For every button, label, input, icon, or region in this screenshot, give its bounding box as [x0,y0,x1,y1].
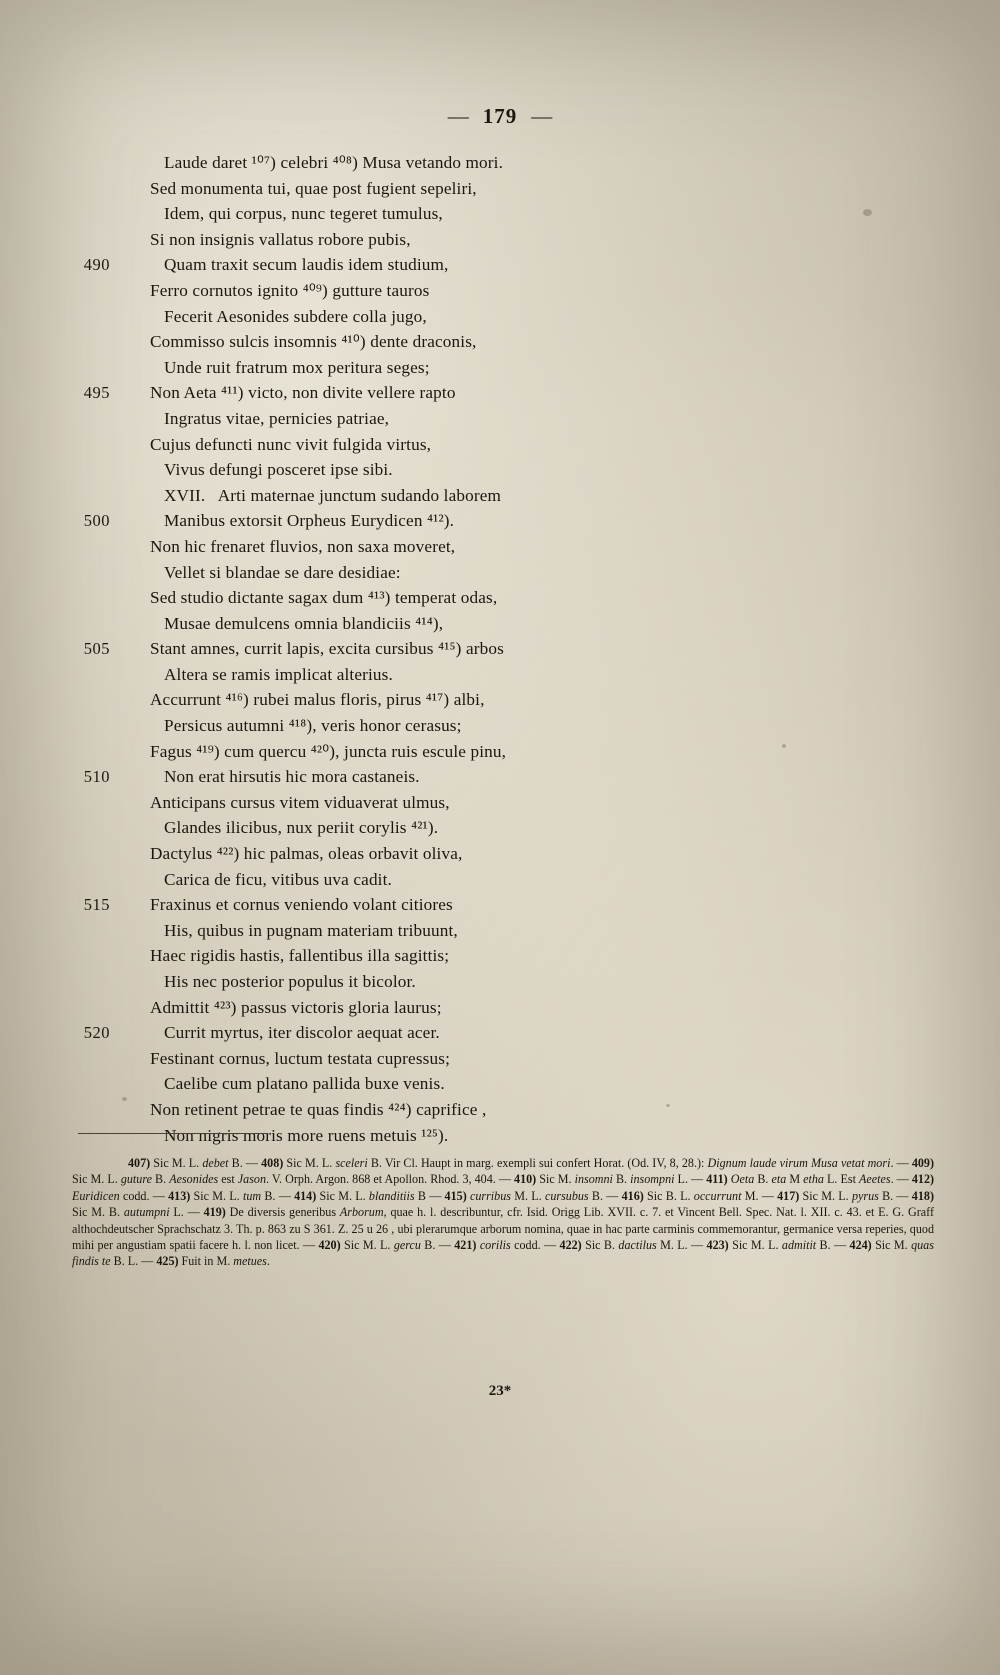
poem-line [150,1097,860,1123]
poem-line-number: 505 [83,639,110,659]
poem-line [150,201,860,227]
poem-line-text: Ferro cornutos ignito ⁴⁰⁹) gutture tauros [150,280,430,300]
poem-line [83,508,860,534]
poem-line [150,790,860,816]
page-number-dash-right: — [531,104,553,128]
poem-line-text: Ingratus vitae, pernicies patriae, [164,408,390,428]
poem-line-number: 500 [83,511,110,531]
poem-line [150,355,860,381]
poem-line [150,406,860,432]
poem-line-text: Commisso sulcis insomnis ⁴¹⁰) dente draconis, [150,332,477,352]
poem-line-number: 520 [83,1023,110,1043]
poem-line-number: 515 [83,895,110,915]
poem-line-text: Fecerit Aesonides subdere colla jugo, [164,306,427,326]
poem-line-text: His, quibus in pugnam materiam tribuunt, [164,920,458,940]
poem-line-text: Non hic frenaret fluvios, non saxa moveret, [150,536,456,556]
poem-line-text: Si non insignis vallatus robore pubis, [150,229,411,249]
poem-line-text: Manibus extorsit Orpheus Eurydicen ⁴¹²). [164,511,455,531]
poem-line [150,969,860,995]
poem-line [150,278,860,304]
poem-line [150,867,860,893]
poem-line [150,457,860,483]
page-number [0,104,1000,129]
poem-line-text: Non nigris moris more ruens metuis ¹²⁵). [164,1125,449,1145]
poem-line-text: Sed studio dictante sagax dum ⁴¹³) temperat odas, [150,588,498,608]
poem-line [83,636,860,662]
page-number-value: 179 [482,104,518,128]
poem-line-text: Festinant cornus, luctum testata cupressus; [150,1048,451,1068]
poem-line-text: Fagus ⁴¹⁹) cum quercu ⁴²⁰), juncta ruis escule pinu, [150,741,507,761]
signature-mark: 23* [488,1383,512,1399]
poem-line-text: Dactylus ⁴²²) hic palmas, oleas orbavit oliva, [150,844,463,864]
poem-line-text: Altera se ramis implicat alterius. [164,664,393,684]
poem-line [150,1046,860,1072]
poem-line-text: Non Aeta ⁴¹¹) victo, non divite vellere rapto [150,383,456,403]
poem-line-text: Vivus defungi posceret ipse sibi. [164,460,393,480]
poem-line-text: Unde ruit fratrum mox peritura seges; [164,357,430,377]
poem-line-text: Currit myrtus, iter discolor aequat acer. [164,1023,440,1043]
poem-line [150,150,860,176]
poem-line-text: Admittit ⁴²³) passus victoris gloria laurus; [150,997,442,1017]
poem-line [150,227,860,253]
poem-line-text: Accurrunt ⁴¹⁶) rubei malus floris, pirus ⁴¹⁷) albi, [150,690,485,710]
poem-body [83,150,860,1148]
footnotes-text: 407) Sic M. L. debet B. — 408) Sic M. L. sceleri B. Vir Cl. Haupt in marg. exempli sui confert Horat. (Od. IV, 8, 28.): Dignum laude virum Musa vetat mori. — 409) Sic M. L. guture B. Aesonides est Jason. V. Orph. Argon. 868 et Apollon. Rhod. 3, 404. — 410) Sic M. insomni B. insompni L. — 411) Oeta B. eta M etha L. Est Aeetes. — 412) Euridicen codd. — 413) Sic M. L. tum B. — 414) Sic M. L. blanditiis B — 415) curribus M. L. cursubus B. — 416) Sic B. L. occurrunt M. — 417) Sic M. L. pyrus B. — 418) Sic M. B. autumpni L. — 419) De diversis generibus Arborum, quae h. l. describuntur, cfr. Isid. Origg Lib. XVII. c. 7. et Vincent Bell. Spec. Nat. l. XII. c. 43. et E. G. Graff althochdeutscher Sprachschatz 3. Th. p. 863 zu S 361. Z. 25 u 26 , ubi plerarumque arborum nomina, quae in hac parte carminis commemorantur, germanice versa reperies, quod mihi per angustiam spatii facere h. l. non licet. — 420) Sic M. L. gercu B. — 421) corilis codd. — 422) Sic B. dactilus M. L. — 423) Sic M. L. admitit B. — 424) Sic M. quas findis te B. L. — 425) Fuit in M. metues. [72,1156,935,1269]
poem-line-text: Quam traxit secum laudis idem studium, [164,255,449,275]
poem-line [150,918,860,944]
poem-line [150,304,860,330]
poem-line-number: 510 [83,767,110,787]
poem-line-text: Vellet si blandae se dare desidiae: [164,562,401,582]
poem-line [150,560,860,586]
footnotes-block [72,1155,934,1270]
poem-line-text: Caelibe cum platano pallida buxe venis. [164,1074,445,1094]
poem-line [150,611,860,637]
footnote-divider [78,1133,268,1134]
poem-line-text: Non erat hirsutis hic mora castaneis. [164,767,420,787]
poem-line-number: 495 [83,383,110,403]
poem-line [150,662,860,688]
poem-line [150,432,860,458]
poem-line-text: Idem, qui corpus, nunc tegeret tumulus, [164,204,443,224]
poem-line [83,380,860,406]
poem-line-text: Haec rigidis hastis, fallentibus illa sagittis; [150,946,450,966]
poem-line [150,713,860,739]
poem-line-text: Cujus defuncti nunc vivit fulgida virtus, [150,434,432,454]
poem-line [150,176,860,202]
poem-line-text: Persicus autumni ⁴¹⁸), veris honor cerasus; [164,716,462,736]
poem-line-text: Musae demulcens omnia blandiciis ⁴¹⁴), [164,613,444,633]
poem-line [150,815,860,841]
poem-line-text: XVII. Arti maternae junctum sudando laborem [164,485,502,505]
poem-line-text: Carica de ficu, vitibus uva cadit. [164,869,392,889]
poem-line [150,687,860,713]
poem-line [150,943,860,969]
poem-line-text: Laude daret ¹⁰⁷) celebri ⁴⁰⁸) Musa vetando mori. [164,153,504,172]
poem-line-text: Glandes ilicibus, nux periit corylis ⁴²¹). [164,818,439,838]
poem-line [83,252,860,278]
poem-line-text: Fraxinus et cornus veniendo volant citiores [150,895,453,915]
poem-line [150,483,860,509]
poem-line [150,585,860,611]
poem-line-text: Non retinent petrae te quas findis ⁴²⁴) caprifice , [150,1099,487,1119]
poem-line [83,892,860,918]
poem-line [150,329,860,355]
poem-line-text: Anticipans cursus vitem viduaverat ulmus, [150,792,450,812]
poem-line [150,1071,860,1097]
poem-line [83,1020,860,1046]
poem-line-text: Sed monumenta tui, quae post fugient sepeliri, [150,178,477,198]
poem-line [150,995,860,1021]
poem-line [83,764,860,790]
poem-line [150,739,860,765]
page-number-dash-left: — [447,104,469,128]
poem-line [150,534,860,560]
poem-line-text: His nec posterior populus it bicolor. [164,972,416,991]
poem-line-text: Stant amnes, currit lapis, excita cursibus ⁴¹⁵) arbos [150,639,504,659]
poem-line [150,1123,860,1149]
poem-line-number: 490 [83,255,110,275]
poem-line [150,841,860,867]
